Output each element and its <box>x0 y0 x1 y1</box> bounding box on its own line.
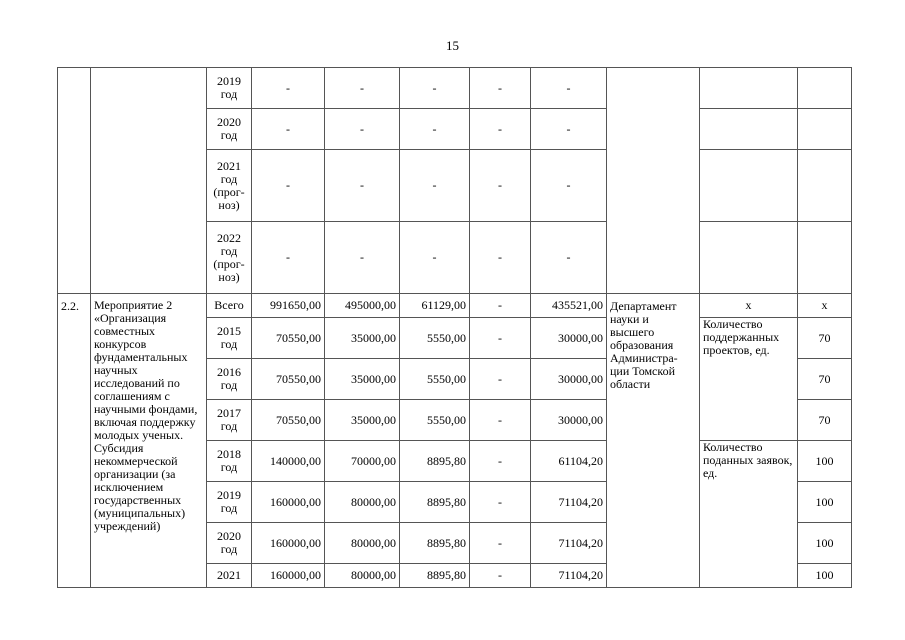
local-cell: - <box>470 400 531 441</box>
empty-indicator-cell <box>700 109 798 150</box>
target-cell: 100 <box>798 482 852 523</box>
local-cell: - <box>470 359 531 400</box>
event-name: Мероприятие 2 «Организация совместных конкурсов фундаментальных научных исследований по соглашениям с научными фондами, включая поддержку молодых ученых. Субсидия некоммерческой организации (за исключением государственных (муниципальных) учреждений) <box>91 294 207 588</box>
empty-target-cell <box>798 150 852 222</box>
extra-budget-cell: 30000,00 <box>531 318 607 359</box>
responsible-executor: Департамент науки и высшего образования Администра-ции Томской области <box>607 294 700 588</box>
total-cell: 70550,00 <box>252 400 325 441</box>
federal-cell: 70000,00 <box>325 441 400 482</box>
regional-cell: 8895,80 <box>400 441 470 482</box>
extra-budget-cell: 30000,00 <box>531 400 607 441</box>
empty-name-cell <box>91 68 207 294</box>
federal-cell: 35000,00 <box>325 318 400 359</box>
empty-responsible-cell <box>607 68 700 294</box>
regional-cell: 8895,80 <box>400 564 470 588</box>
year-cell: 2019 год <box>207 68 252 109</box>
extra-budget-cell: 435521,00 <box>531 294 607 318</box>
target-cell: 70 <box>798 318 852 359</box>
regional-cell: 5550,00 <box>400 359 470 400</box>
empty-target-cell <box>798 222 852 294</box>
extra-budget-cell: 71104,20 <box>531 523 607 564</box>
regional-cell: 8895,80 <box>400 482 470 523</box>
extra-budget-cell: - <box>531 222 607 294</box>
empty-indicator-cell <box>700 68 798 109</box>
year-cell: 2022 год (прог-ноз) <box>207 222 252 294</box>
federal-cell: 495000,00 <box>325 294 400 318</box>
year-cell: 2021 год (прог-ноз) <box>207 150 252 222</box>
total-cell: 160000,00 <box>252 564 325 588</box>
extra-budget-cell: 71104,20 <box>531 564 607 588</box>
empty-target-cell <box>798 68 852 109</box>
local-cell: - <box>470 318 531 359</box>
total-cell: - <box>252 109 325 150</box>
total-cell: 160000,00 <box>252 523 325 564</box>
page-number: 15 <box>446 38 459 53</box>
extra-budget-cell: - <box>531 150 607 222</box>
total-cell: - <box>252 68 325 109</box>
total-cell: 991650,00 <box>252 294 325 318</box>
regional-cell: - <box>400 109 470 150</box>
total-cell: 70550,00 <box>252 318 325 359</box>
year-cell: 2015 год <box>207 318 252 359</box>
regional-cell: 61129,00 <box>400 294 470 318</box>
year-cell: 2019 год <box>207 482 252 523</box>
year-cell: 2017 год <box>207 400 252 441</box>
federal-cell: - <box>325 109 400 150</box>
local-cell: - <box>470 68 531 109</box>
federal-cell: - <box>325 150 400 222</box>
empty-number-cell <box>58 68 91 294</box>
federal-cell: 80000,00 <box>325 564 400 588</box>
target-cell: 100 <box>798 564 852 588</box>
extra-budget-cell: 71104,20 <box>531 482 607 523</box>
event-number: 2.2. <box>58 294 91 588</box>
local-cell: - <box>470 222 531 294</box>
regional-cell: 8895,80 <box>400 523 470 564</box>
target-cell: 70 <box>798 400 852 441</box>
year-cell: 2020 год <box>207 523 252 564</box>
target-cell: x <box>798 294 852 318</box>
federal-cell: - <box>325 68 400 109</box>
program-table <box>57 67 852 588</box>
indicator-submitted-applications: Количество поданных заявок, ед. <box>700 441 798 588</box>
regional-cell: - <box>400 222 470 294</box>
extra-budget-cell: - <box>531 109 607 150</box>
total-cell: 70550,00 <box>252 359 325 400</box>
regional-cell: - <box>400 68 470 109</box>
local-cell: - <box>470 441 531 482</box>
indicator-value: x <box>700 294 798 318</box>
total-cell: - <box>252 150 325 222</box>
year-cell: 2021 <box>207 564 252 588</box>
extra-budget-cell: 30000,00 <box>531 359 607 400</box>
empty-indicator-cell <box>700 150 798 222</box>
year-cell: 2020 год <box>207 109 252 150</box>
regional-cell: 5550,00 <box>400 400 470 441</box>
local-cell: - <box>470 564 531 588</box>
local-cell: - <box>470 482 531 523</box>
local-cell: - <box>470 150 531 222</box>
target-cell: 100 <box>798 441 852 482</box>
federal-cell: 80000,00 <box>325 523 400 564</box>
total-cell: - <box>252 222 325 294</box>
regional-cell: 5550,00 <box>400 318 470 359</box>
regional-cell: - <box>400 150 470 222</box>
indicator-supported-projects: Количество поддержанных проектов, ед. <box>700 318 798 441</box>
target-cell: 70 <box>798 359 852 400</box>
year-cell: 2016 год <box>207 359 252 400</box>
empty-indicator-cell <box>700 222 798 294</box>
total-cell: 160000,00 <box>252 482 325 523</box>
federal-cell: 35000,00 <box>325 359 400 400</box>
total-cell: 140000,00 <box>252 441 325 482</box>
empty-target-cell <box>798 109 852 150</box>
target-cell: 100 <box>798 523 852 564</box>
federal-cell: 80000,00 <box>325 482 400 523</box>
year-cell: Всего <box>207 294 252 318</box>
year-cell: 2018 год <box>207 441 252 482</box>
extra-budget-cell: - <box>531 68 607 109</box>
table-row <box>58 68 852 109</box>
local-cell: - <box>470 109 531 150</box>
federal-cell: - <box>325 222 400 294</box>
extra-budget-cell: 61104,20 <box>531 441 607 482</box>
local-cell: - <box>470 523 531 564</box>
local-cell: - <box>470 294 531 318</box>
table-row <box>58 294 852 318</box>
federal-cell: 35000,00 <box>325 400 400 441</box>
